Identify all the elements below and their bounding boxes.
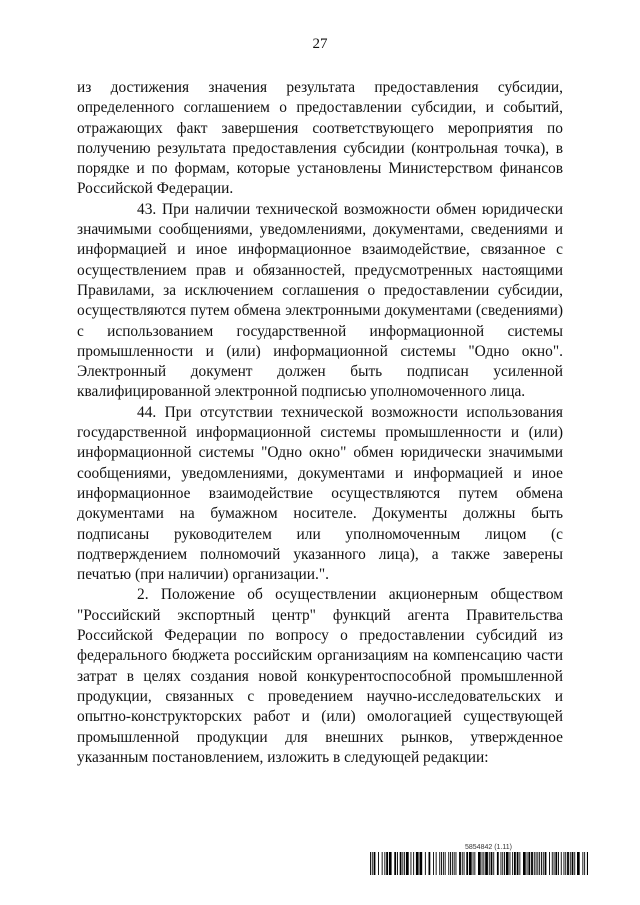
page-number: 27 (312, 36, 328, 52)
paragraph-continuation: из достижения значения результата предоставления субсидии, определенного соглашением о предоставлении субсидии, и событий, отражающих факт завершения соответствующего мероприятия по получению результата предоставления субсидии (контрольная точка), в порядке и по формам, которые установлены Министерством финансов Российской Федерации. (77, 79, 563, 198)
paragraph-2: 2. Положение об осуществлении акционерным обществом "Российский экспортный центр" функций агента Правительства Российской Федерации по вопросу о предоставлении субсидий из федерального бюджета российским организациям на компенсацию части затрат в целях создания новой конкурентоспособной промышленной продукции, связанных с проведением научно-исследовательских и опытно-конструкторских работ и (или) омологацией существующей промышленной продукции для внешних рынков, утвержденное указанным постановлением, изложить в следующей редакции: (77, 586, 563, 766)
paragraph-44: 44. При отсутствии технической возможности использования государственной информационной системы промышленности и (или) информационной системы "Одно окно" обмен юридически значимыми сообщениями, уведомлениями, документами и информацией и иное информационное взаимодействие осуществляются путем обмена документами на бумажном носителе. Документы должны быть подписаны руководителем или уполномоченным лицом (с подтверждением полномочий указанного лица), а также заверены печатью (при наличии) организации.". (77, 403, 563, 584)
document-body (77, 78, 563, 768)
barcode-image (370, 852, 588, 875)
document-code: 5854842 (1.11) (465, 844, 512, 851)
paragraph-43: 43. При наличии технической возможности обмен юридически значимыми сообщениями, уведомлениями, документами, сведениями и информацией и иное информационное взаимодействие, связанное с осуществлением прав и обязанностей, предусмотренных настоящими Правилами, за исключением соглашения о предоставлении субсидии, осуществляются путем обмена электронными документами (сведениями) с использованием государственной информационной системы промышленности и (или) информационной системы "Одно окно". Электронный документ должен быть подписан усиленной квалифицированной электронной подписью уполномоченного лица. (77, 200, 563, 401)
